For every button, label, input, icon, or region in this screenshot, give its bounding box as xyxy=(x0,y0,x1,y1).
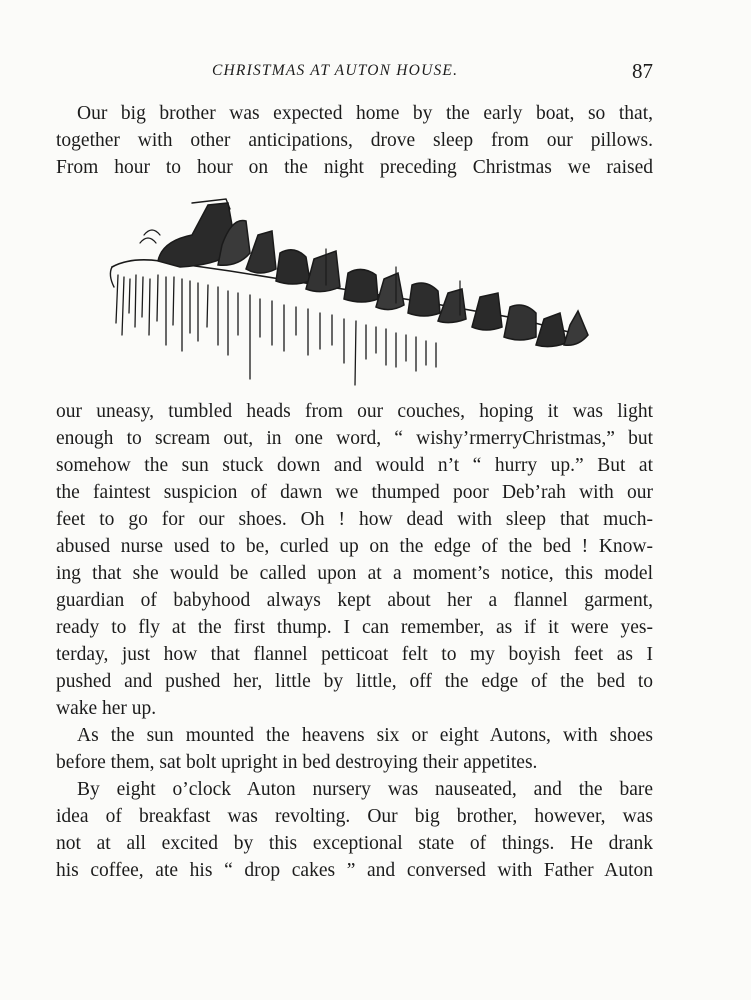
text-line: guardian of babyhood always kept about her a flannel garment, xyxy=(56,590,653,611)
text-line: wake her up. xyxy=(56,698,157,719)
text-line: Our big brother was expected home by the early boat, so that, xyxy=(77,103,653,124)
text-line: not at all excited by this exceptional state of things. He drank xyxy=(56,833,653,854)
text-line: enough to scream out, in one word, “ wishy’rmerryChristmas,” but xyxy=(56,428,653,449)
paragraph-top xyxy=(56,100,653,181)
text-line: By eight o’clock Auton nursery was nauseated, and the bare xyxy=(77,779,653,800)
shoes-illustration xyxy=(100,195,600,395)
text-line: terday, just how that flannel petticoat felt to my boyish feet as I xyxy=(56,644,653,665)
text-line: the faintest suspicion of dawn we thumped poor Deb’rah with our xyxy=(56,482,653,503)
running-head xyxy=(0,59,751,90)
text-line: idea of breakfast was revolting. Our big brother, however, was xyxy=(56,806,653,827)
text-line: our uneasy, tumbled heads from our couches, hoping it was light xyxy=(56,401,653,422)
text-line: As the sun mounted the heavens six or eight Autons, with shoes xyxy=(77,725,653,746)
text-line: somehow the sun stuck down and would n’t “ hurry up.” But at xyxy=(56,455,653,476)
paragraph-main xyxy=(56,398,653,884)
text-line: abused nurse used to be, curled up on the edge of the bed ! Know- xyxy=(56,536,653,557)
text-line: pushed and pushed her, little by little, off the edge of the bed to xyxy=(56,671,653,692)
text-line: From hour to hour on the night preceding Christmas we raised xyxy=(56,157,653,178)
text-line: ing that she would be called upon at a moment’s notice, this model xyxy=(56,563,653,584)
text-line: together with other anticipations, drove sleep from our pillows. xyxy=(56,130,653,151)
text-line: before them, sat bolt upright in bed destroying their appetites. xyxy=(56,752,538,773)
text-line: feet to go for our shoes. Oh ! how dead with sleep that much- xyxy=(56,509,653,530)
text-line: his coffee, ate his “ drop cakes ” and conversed with Father Auton xyxy=(56,860,653,881)
running-title: CHRISTMAS AT AUTON HOUSE. xyxy=(212,62,459,79)
page-number: 87 xyxy=(632,59,653,83)
text-line: ready to fly at the first thump. I can remember, as if it were yes- xyxy=(56,617,653,638)
